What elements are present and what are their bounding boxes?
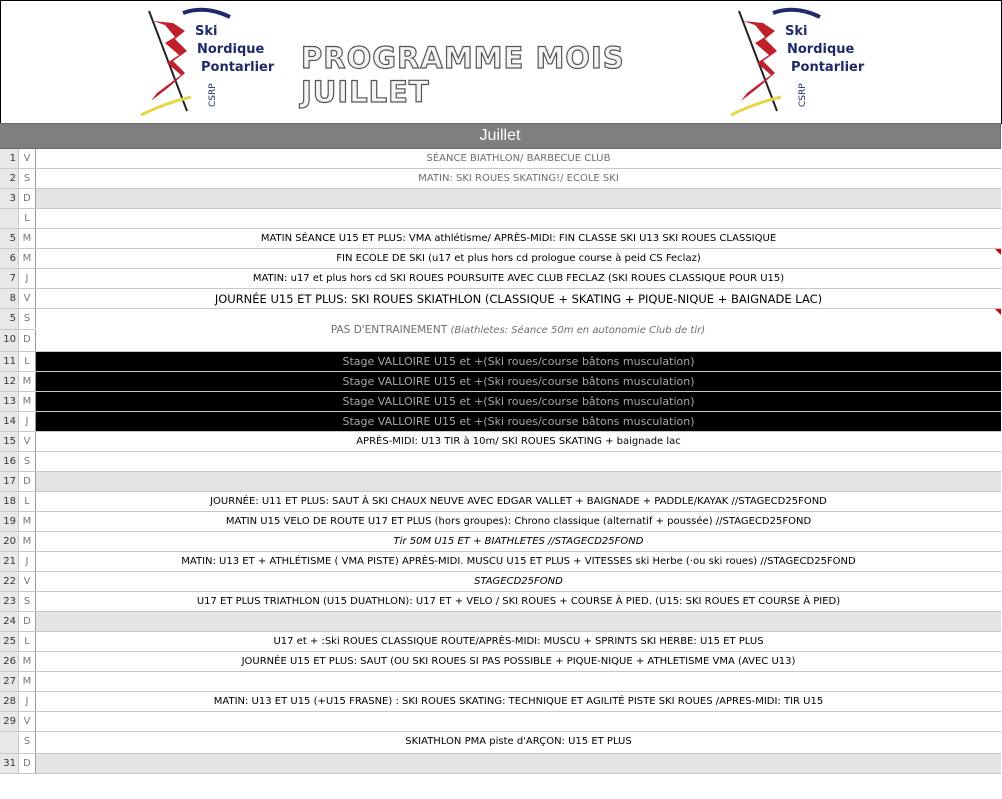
svg-text:CSRP: CSRP (798, 83, 808, 107)
day-letter[interactable]: L (19, 352, 36, 371)
row-number[interactable]: 7 (0, 269, 19, 288)
page-header (0, 0, 1002, 124)
activity-cell[interactable]: MATIN: U13 ET U15 (+U15 FRASNE) : SKI ROUES SKATING: TECHNIQUE ET AGILITÉ PISTE SKI ROUES /APRES-MIDI: TIR U15 (213, 696, 824, 707)
day-letter[interactable]: J (19, 552, 36, 571)
table-row[interactable] (0, 209, 1001, 229)
activity-cell[interactable]: U17 et + :Ski ROUES CLASSIQUE ROUTE/APRÈS-MIDI: MUSCU + SPRINTS SKI HERBE: U15 ET PLUS (273, 636, 764, 647)
row-number[interactable] (0, 732, 19, 753)
table-row[interactable] (0, 692, 1001, 712)
table-row[interactable] (0, 352, 1001, 372)
day-letter[interactable]: M (19, 229, 36, 248)
row-number[interactable]: 10 (0, 330, 19, 351)
activity-note: (Biathletes: Séance 50m en autonomie Club de tir) (450, 325, 706, 336)
table-row[interactable] (0, 372, 1001, 392)
table-row[interactable] (0, 249, 1001, 269)
club-logo-right (725, 3, 865, 121)
row-number[interactable]: 16 (0, 452, 19, 471)
activity-cell[interactable] (36, 249, 1001, 268)
day-letter[interactable]: D (19, 612, 36, 631)
table-row[interactable] (0, 672, 1001, 692)
svg-text:Nordique: Nordique (787, 42, 855, 57)
activity-cell[interactable]: U17 ET PLUS TRIATHLON (U15 DUATHLON): U17 ET + VELO / SKI ROUES + COURSE À PIED. (U15: SKI ROUES ET COURSE À PIED) (196, 596, 841, 607)
table-row[interactable] (0, 492, 1001, 512)
row-number[interactable]: 6 (0, 249, 19, 268)
day-letter[interactable]: D (19, 330, 36, 351)
table-row[interactable] (0, 452, 1001, 472)
comment-indicator[interactable] (995, 309, 1001, 315)
day-letter[interactable]: M (19, 672, 36, 691)
row-number[interactable]: 13 (0, 392, 19, 411)
row-header-pair (0, 309, 35, 351)
svg-text:Nordique: Nordique (197, 42, 265, 57)
svg-text:CSRP: CSRP (208, 83, 218, 107)
month-header[interactable]: Juillet (0, 123, 1001, 149)
table-row[interactable] (0, 572, 1001, 592)
day-letter[interactable]: M (19, 249, 36, 268)
club-logo-left (135, 3, 275, 121)
day-letter[interactable]: D (19, 754, 36, 773)
activity-cell[interactable]: Stage VALLOIRE U15 et +(Ski roues/course bâtons musculation) (36, 372, 1001, 391)
table-row[interactable] (0, 472, 1001, 492)
row-number[interactable]: 20 (0, 532, 19, 551)
schedule-sheet (0, 123, 1001, 774)
activity-cell[interactable]: JOURNÉE U15 ET PLUS: SKI ROUES SKIATHLON (CLASSIQUE + SKATING + PIQUE-NIQUE + BAIGNADE LAC) (214, 292, 823, 306)
svg-text:Pontarlier: Pontarlier (201, 60, 275, 75)
table-row[interactable] (0, 392, 1001, 412)
day-letter[interactable]: S (19, 169, 36, 188)
table-row[interactable] (0, 169, 1001, 189)
day-letter[interactable]: V (19, 572, 36, 591)
activity-text: PAS D'ENTRAINEMENT (330, 324, 448, 336)
day-letter[interactable]: V (19, 712, 36, 731)
day-letter[interactable]: V (19, 149, 36, 168)
day-letter[interactable]: D (19, 472, 36, 491)
table-row[interactable] (0, 652, 1001, 672)
row-number[interactable]: 18 (0, 492, 19, 511)
row-number[interactable]: 25 (0, 632, 19, 651)
activity-cell[interactable]: JOURNÉE U15 ET PLUS: SAUT (OU SKI ROUES SI PAS POSSIBLE + PIQUE-NIQUE + ATHLETISME VMA (AVEC U13) (241, 656, 796, 667)
row-number[interactable]: 15 (0, 432, 19, 451)
table-row[interactable] (0, 732, 1001, 754)
table-row[interactable] (0, 612, 1001, 632)
activity-cell[interactable] (36, 754, 1001, 773)
row-number[interactable]: 12 (0, 372, 19, 391)
day-letter[interactable]: D (19, 189, 36, 208)
activity-cell[interactable]: Stage VALLOIRE U15 et +(Ski roues/course bâtons musculation) (36, 352, 1001, 371)
day-letter[interactable]: S (19, 592, 36, 611)
row-number[interactable] (0, 209, 19, 228)
table-row[interactable] (0, 229, 1001, 249)
svg-text:Pontarlier: Pontarlier (791, 60, 865, 75)
table-row[interactable] (0, 592, 1001, 612)
day-letter[interactable]: L (19, 209, 36, 228)
activity-cell[interactable] (36, 672, 1001, 691)
day-letter[interactable]: J (19, 269, 36, 288)
comment-indicator[interactable] (995, 249, 1001, 255)
row-number[interactable]: 24 (0, 612, 19, 631)
table-row[interactable] (0, 754, 1001, 774)
day-letter[interactable]: L (19, 632, 36, 651)
row-number[interactable]: 29 (0, 712, 19, 731)
svg-text:Ski: Ski (195, 24, 218, 39)
day-letter[interactable]: V (19, 432, 36, 451)
day-letter[interactable]: J (19, 412, 36, 431)
row-number[interactable]: 21 (0, 552, 19, 571)
activity-cell[interactable] (35, 309, 1001, 351)
day-letter[interactable]: M (19, 392, 36, 411)
table-row[interactable] (0, 149, 1001, 169)
activity-cell[interactable] (36, 452, 1001, 471)
table-row[interactable] (0, 289, 1001, 309)
day-letter[interactable]: V (19, 289, 36, 308)
activity-cell[interactable] (36, 612, 1001, 631)
day-letter[interactable]: S (19, 309, 36, 329)
activity-cell[interactable]: STAGECD25FOND (474, 576, 563, 587)
page-title: PROGRAMME MOIS JUILLET (301, 41, 625, 109)
table-row[interactable] (0, 532, 1001, 552)
table-row[interactable] (0, 552, 1001, 572)
table-row[interactable] (0, 512, 1001, 532)
day-letter[interactable]: M (19, 532, 36, 551)
sub-row (0, 330, 35, 351)
table-row[interactable] (0, 632, 1001, 652)
row-number[interactable]: 11 (0, 352, 19, 371)
day-letter[interactable]: S (19, 732, 36, 753)
row-number[interactable]: 5 (0, 309, 19, 329)
row-number[interactable]: 3 (0, 189, 19, 208)
row-number[interactable]: 14 (0, 412, 19, 431)
activity-cell[interactable]: MATIN: u17 et plus hors cd SKI ROUES POURSUITE AVEC CLUB FECLAZ (SKI ROUES CLASSIQUE POUR U15) (252, 273, 785, 284)
row-number[interactable]: 2 (0, 169, 19, 188)
activity-cell[interactable]: MATIN U15 VELO DE ROUTE U17 ET PLUS (hors groupes): Chrono classique (alternatif + poussée) //STAGECD25FOND (225, 516, 812, 527)
activity-cell[interactable]: Tir 50M U15 ET + BIATHLETES //STAGECD25FOND (393, 536, 644, 547)
sub-row (0, 309, 35, 330)
activity-cell[interactable]: Stage VALLOIRE U15 et +(Ski roues/course bâtons musculation) (36, 392, 1001, 411)
activity-cell[interactable] (36, 209, 1001, 228)
row-number[interactable]: 17 (0, 472, 19, 491)
row-number[interactable]: 27 (0, 672, 19, 691)
day-letter[interactable]: S (19, 452, 36, 471)
activity-cell[interactable] (36, 472, 1001, 491)
activity-text: FIN ECOLE DE SKI (u17 et plus hors cd prologue course à peid CS Feclaz) (336, 253, 701, 264)
activity-cell[interactable]: MATIN: U13 ET + ATHLÉTISME ( VMA PISTE) APRÈS-MIDI. MUSCU U15 ET PLUS + VITESSES ski Herbe (·ou ski roues) //STAGECD25FOND (181, 556, 856, 567)
row-number[interactable]: 23 (0, 592, 19, 611)
activity-cell[interactable]: APRÈS-MIDI: U13 TIR à 10m/ SKI ROUES SKATING + baignade lac (356, 436, 681, 447)
activity-cell[interactable]: JOURNÉE: U11 ET PLUS: SAUT À SKI CHAUX NEUVE AVEC EDGAR VALLET + BAIGNADE + PADDLE/KAYAK //STAGECD25FOND (210, 496, 827, 507)
row-number[interactable]: 28 (0, 692, 19, 711)
row-number[interactable]: 1 (0, 149, 19, 168)
activity-cell[interactable] (36, 189, 1001, 208)
activity-cell[interactable]: MATIN: SKI ROUES SKATING!/ ECOLE SKI (418, 173, 619, 184)
day-letter[interactable]: M (19, 372, 36, 391)
row-number[interactable]: 8 (0, 289, 19, 308)
day-letter[interactable]: M (19, 652, 36, 671)
table-row[interactable] (0, 712, 1001, 732)
day-letter[interactable]: L (19, 492, 36, 511)
table-row[interactable] (0, 269, 1001, 289)
activity-cell[interactable] (36, 712, 1001, 731)
row-number[interactable]: 5 (0, 229, 19, 248)
activity-cell[interactable]: SÉANCE BIATHLON/ BARBECUE CLUB (426, 153, 611, 164)
table-row-merged[interactable] (0, 309, 1001, 352)
row-number[interactable]: 22 (0, 572, 19, 591)
table-row[interactable] (0, 189, 1001, 209)
day-letter[interactable]: J (19, 692, 36, 711)
svg-text:Ski: Ski (785, 24, 808, 39)
row-number[interactable]: 19 (0, 512, 19, 531)
activity-cell[interactable]: SKIATHLON PMA piste d'ARÇON: U15 ET PLUS (405, 736, 632, 747)
table-row[interactable] (0, 412, 1001, 432)
day-letter[interactable]: M (19, 512, 36, 531)
table-row[interactable] (0, 432, 1001, 452)
row-number[interactable]: 31 (0, 754, 19, 773)
activity-cell[interactable]: Stage VALLOIRE U15 et +(Ski roues/course bâtons musculation) (36, 412, 1001, 431)
row-number[interactable]: 26 (0, 652, 19, 671)
activity-cell[interactable]: MATIN SÉANCE U15 ET PLUS: VMA athlétisme/ APRÈS-MIDI: FIN CLASSE SKI U13 SKI ROUES CLASSIQUE (260, 233, 777, 244)
